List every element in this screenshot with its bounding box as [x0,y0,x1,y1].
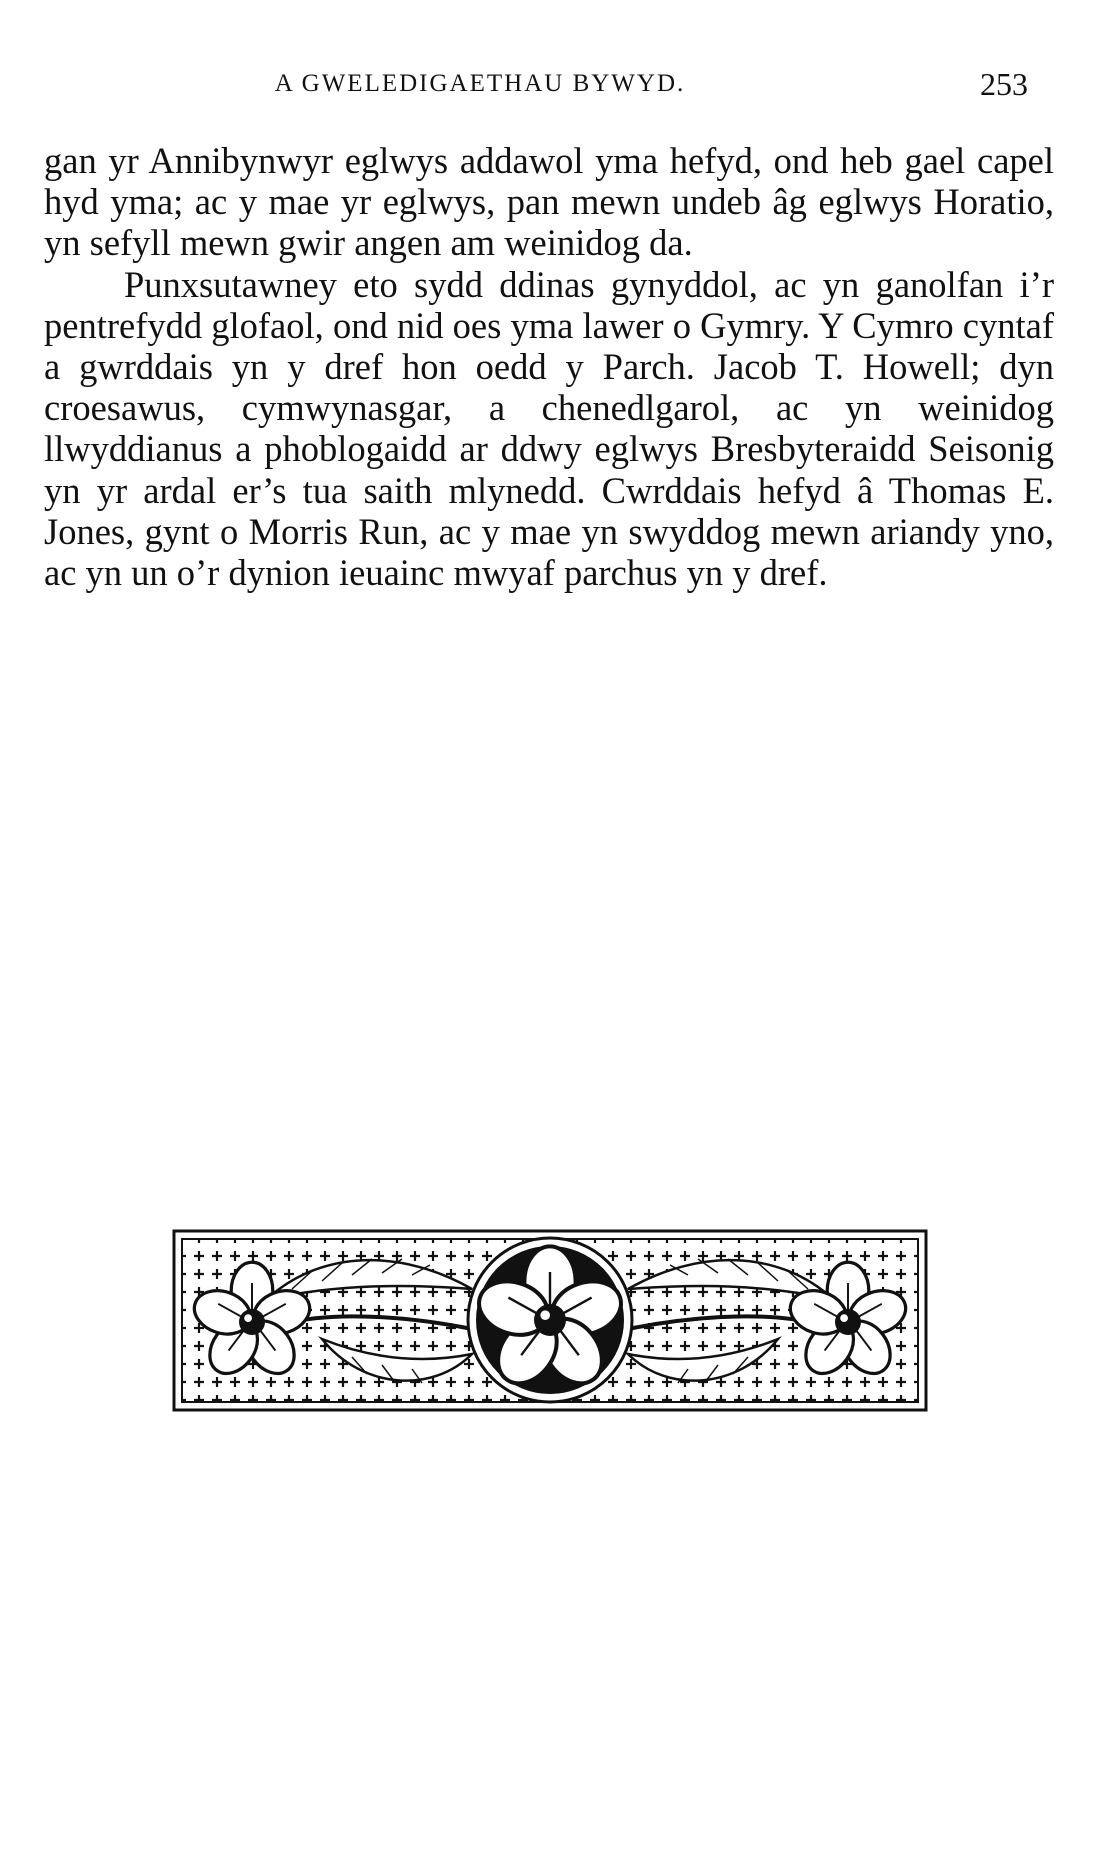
body-text [44,140,1054,593]
page-number: 253 [980,66,1028,102]
running-title: A GWELEDIGAETHAU BYWYD. [274,70,686,97]
running-head [0,66,1100,106]
paragraph-2: Punxsutawney eto sydd ddinas gynyddol, ac yn ganolfan i’r pentrefydd glofaol, ond nid oes yma lawer o Gymry. Y Cymro cyntaf a gwrddais yn y dref hon oedd y Parch. Jacob T. Howell; dyn croesawus, cymwynasgar, a chenedlgarol, ac yn weinidog llwyddianus a phoblogaidd ar ddwy eglwys Bresbyteraidd Seisonig yn yr ardal er’s tua saith mlynedd. Cwrddais hefyd â Thomas E. Jones, gynt o Morris Run, ac y mae yn swyddog mewn ariandy yno, ac yn un o’r dynion ieuainc mwyaf parchus yn y dref. [44,263,1054,594]
paragraph-1: gan yr Annibynwyr eglwys addawol yma hefyd, ond heb gael capel hyd yma; ac y mae yr eglwys, pan mewn undeb âg eglwys Horatio, yn sefyll mewn gwir angen am weinidog da. [44,140,1054,264]
floral-tailpiece-icon [172,1229,928,1412]
